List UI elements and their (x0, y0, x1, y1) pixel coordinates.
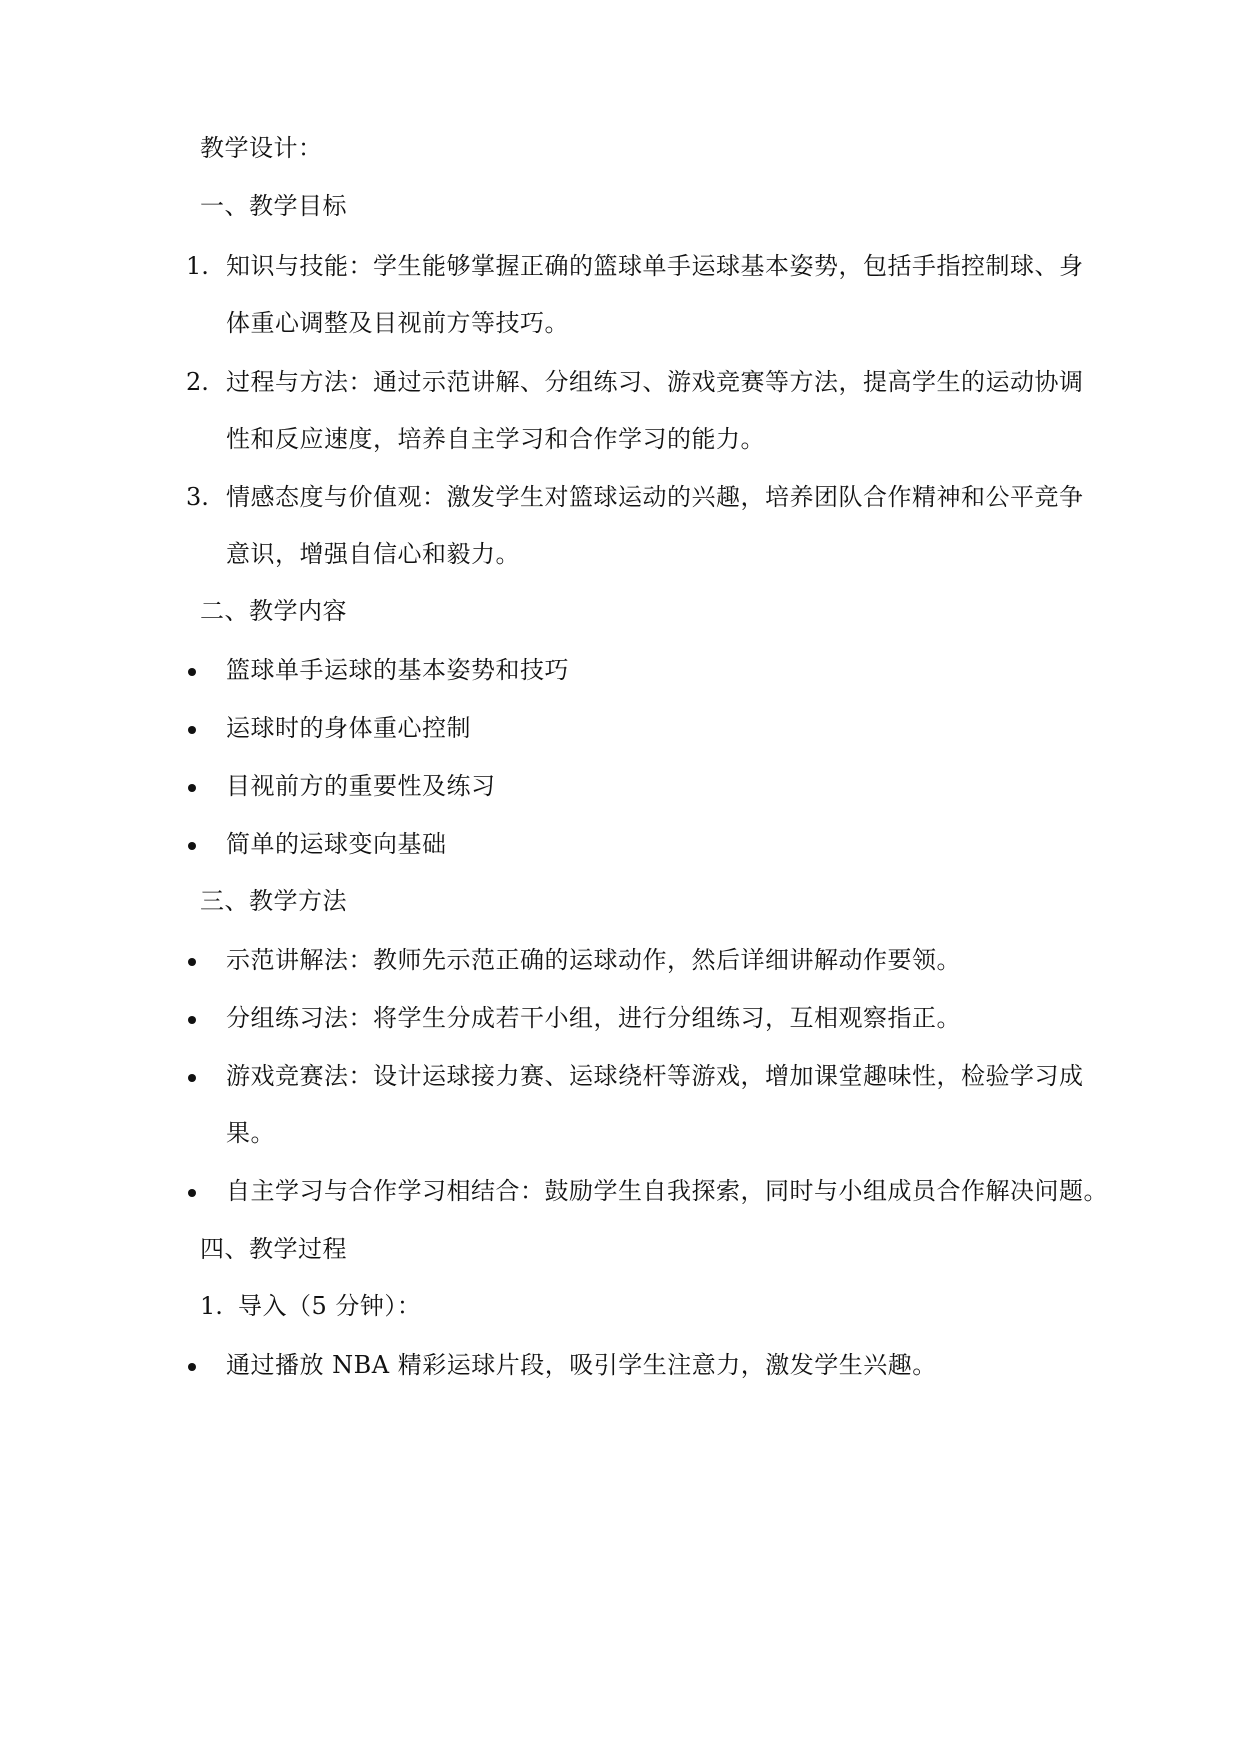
bullet-icon (188, 1016, 196, 1024)
bullet-icon (188, 1363, 196, 1371)
bullet-icon (188, 1074, 196, 1082)
content-item-2: 运球时的身体重心控制 (226, 714, 471, 742)
goal-2-line-1: 过程与方法：通过示范讲解、分组练习、游戏竞赛等方法，提高学生的运动协调 (226, 368, 1084, 396)
process-step-label: 导入（5 分钟）： (238, 1292, 422, 1320)
section-heading-methods: 三、教学方法 (200, 887, 347, 915)
method-item-2: 分组练习法：将学生分成若干小组，进行分组练习，互相观察指正。 (226, 1004, 961, 1032)
content-item-3: 目视前方的重要性及练习 (226, 772, 496, 800)
goal-number-1: 1. (186, 252, 209, 280)
section-heading-goals: 一、教学目标 (200, 192, 347, 220)
bullet-icon (188, 726, 196, 734)
bullet-icon (188, 958, 196, 966)
goal-number-2: 2. (186, 368, 209, 396)
content-item-4: 简单的运球变向基础 (226, 830, 447, 858)
method-item-3-line-2: 果。 (226, 1119, 275, 1147)
bullet-icon (188, 668, 196, 676)
goal-2-line-2: 性和反应速度，培养自主学习和合作学习的能力。 (226, 425, 765, 453)
process-step-item-1: 通过播放 NBA 精彩运球片段，吸引学生注意力，激发学生兴趣。 (226, 1351, 937, 1379)
process-step-number: 1. (200, 1292, 223, 1320)
method-item-3-line-1: 游戏竞赛法：设计运球接力赛、运球绕杆等游戏，增加课堂趣味性，检验学习成 (226, 1062, 1084, 1090)
goal-1-line-1: 知识与技能：学生能够掌握正确的篮球单手运球基本姿势，包括手指控制球、身 (226, 252, 1084, 280)
bullet-icon (188, 842, 196, 850)
goal-3-line-2: 意识，增强自信心和毅力。 (226, 540, 520, 568)
bullet-icon (188, 1189, 196, 1197)
section-heading-content: 二、教学内容 (200, 597, 347, 625)
goal-1-line-2: 体重心调整及目视前方等技巧。 (226, 309, 569, 337)
document-title: 教学设计： (200, 134, 323, 162)
bullet-icon (188, 784, 196, 792)
section-heading-process: 四、教学过程 (200, 1235, 347, 1263)
content-item-1: 篮球单手运球的基本姿势和技巧 (226, 656, 569, 684)
goal-3-line-1: 情感态度与价值观：激发学生对篮球运动的兴趣，培养团队合作精神和公平竞争 (226, 483, 1084, 511)
method-item-4: 自主学习与合作学习相结合：鼓励学生自我探索，同时与小组成员合作解决问题。 (226, 1177, 1108, 1205)
method-item-1: 示范讲解法：教师先示范正确的运球动作，然后详细讲解动作要领。 (226, 946, 961, 974)
goal-number-3: 3. (186, 483, 209, 511)
